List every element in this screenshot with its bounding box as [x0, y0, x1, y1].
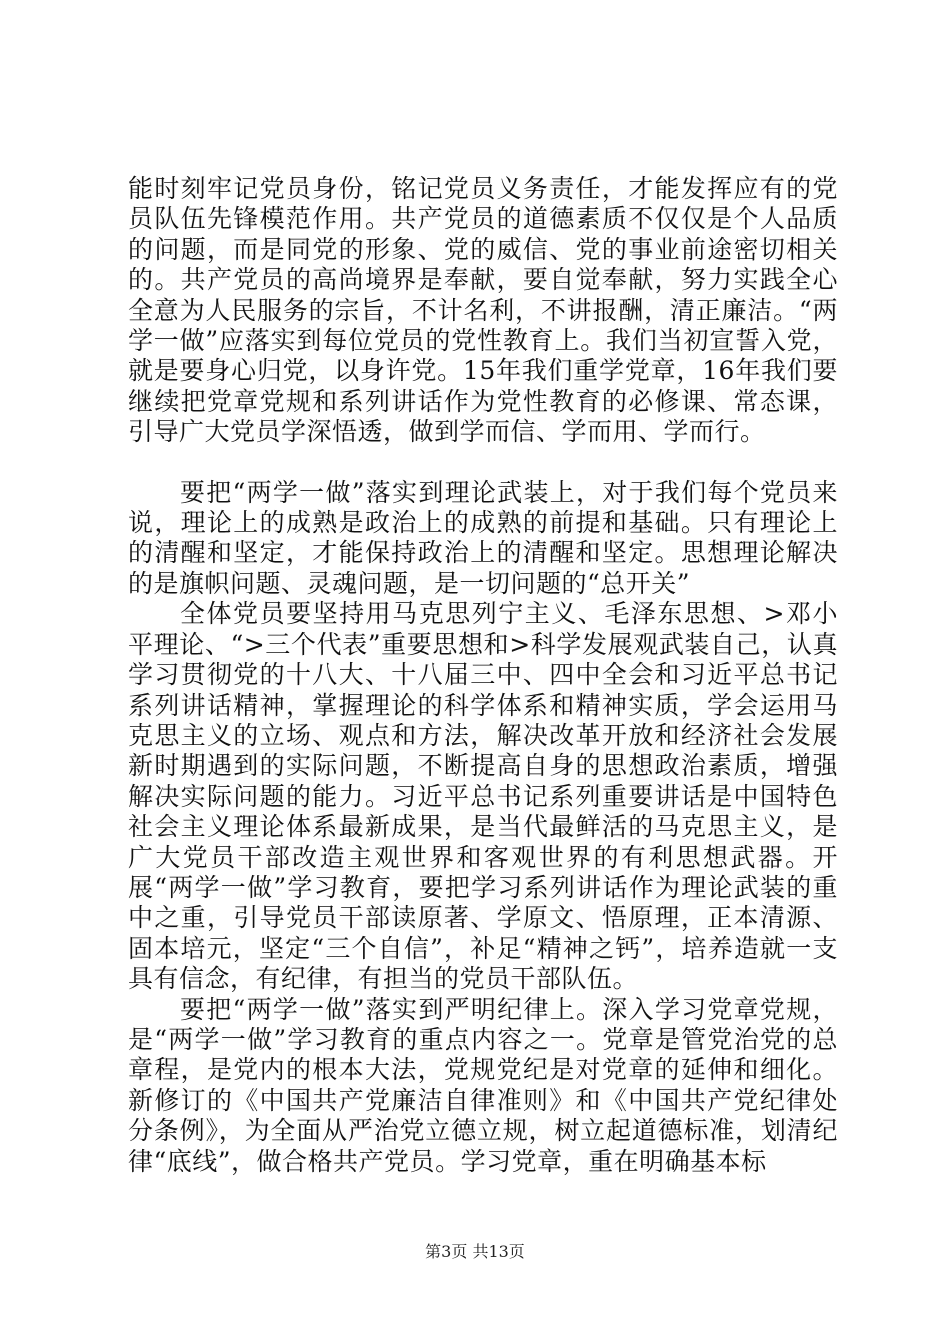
document-body — [128, 174, 838, 1177]
paragraph-1: 能时刻牢记党员身份，铭记党员义务责任，才能发挥应有的党员队伍先锋模范作用。共产党员的道德素质不仅仅是个人品质的问题，而是同党的形象、党的威信、党的事业前途密切相关的。共产党员的高尚境界是奉献，要自觉奉献，努力实践全心全意为人民服务的宗旨，不计名利，不讲报酬，清正廉洁。“两学一做”应落实到每位党员的党性教育上。我们当初宣誓入党，就是要身心归党，以身许党。15年我们重学党章，16年我们要继续把党章党规和系列讲话作为党性教育的必修课、常态课，引导广大党员学深悟透，做到学而信、学而用、学而行。 — [128, 174, 838, 447]
paragraph-3: 全体党员要坚持用马克思列宁主义、毛泽东思想、>邓小平理论、“>三个代表”重要思想和>科学发展观武装自己，认真学习贯彻党的十八大、十八届三中、四中全会和习近平总书记系列讲话精神，掌握理论的科学体系和精神实质，学会运用马克思主义的立场、观点和方法，解决改革开放和经济社会发展新时期遇到的实际问题，不断提高自身的思想政治素质，增强解决实际问题的能力。习近平总书记系列重要讲话是中国特色社会主义理论体系最新成果，是当代最鲜活的马克思主义，是广大党员干部改造主观世界和客观世界的有利思想武器。开展“两学一做”学习教育，要把学习系列讲话作为理论武装的重中之重，引导党员干部读原著、学原文、悟原理，正本清源、固本培元，坚定“三个自信”，补足“精神之钙”，培养造就一支具有信念，有纪律，有担当的党员干部队伍。 — [128, 599, 838, 994]
paragraph-4: 要把“两学一做”落实到严明纪律上。深入学习党章党规，是“两学一做”学习教育的重点内容之一。党章是管党治党的总章程，是党内的根本大法，党规党纪是对党章的延伸和细化。新修订的《中国共产党廉洁自律准则》和《中国共产党纪律处分条例》，为全面从严治党立德立规，树立起道德标准，划清纪律“底线”，做合格共产党员。学习党章，重在明确基本标 — [128, 994, 838, 1176]
page-number-footer: 第3页 共13页 — [425, 1242, 525, 1261]
paragraph-2: 要把“两学一做”落实到理论武装上，对于我们每个党员来说，理论上的成熟是政治上的成熟的前提和基础。只有理论上的清醒和坚定，才能保持政治上的清醒和坚定。思想理论解决的是旗帜问题、灵魂问题，是一切问题的“总开关” — [128, 477, 838, 598]
